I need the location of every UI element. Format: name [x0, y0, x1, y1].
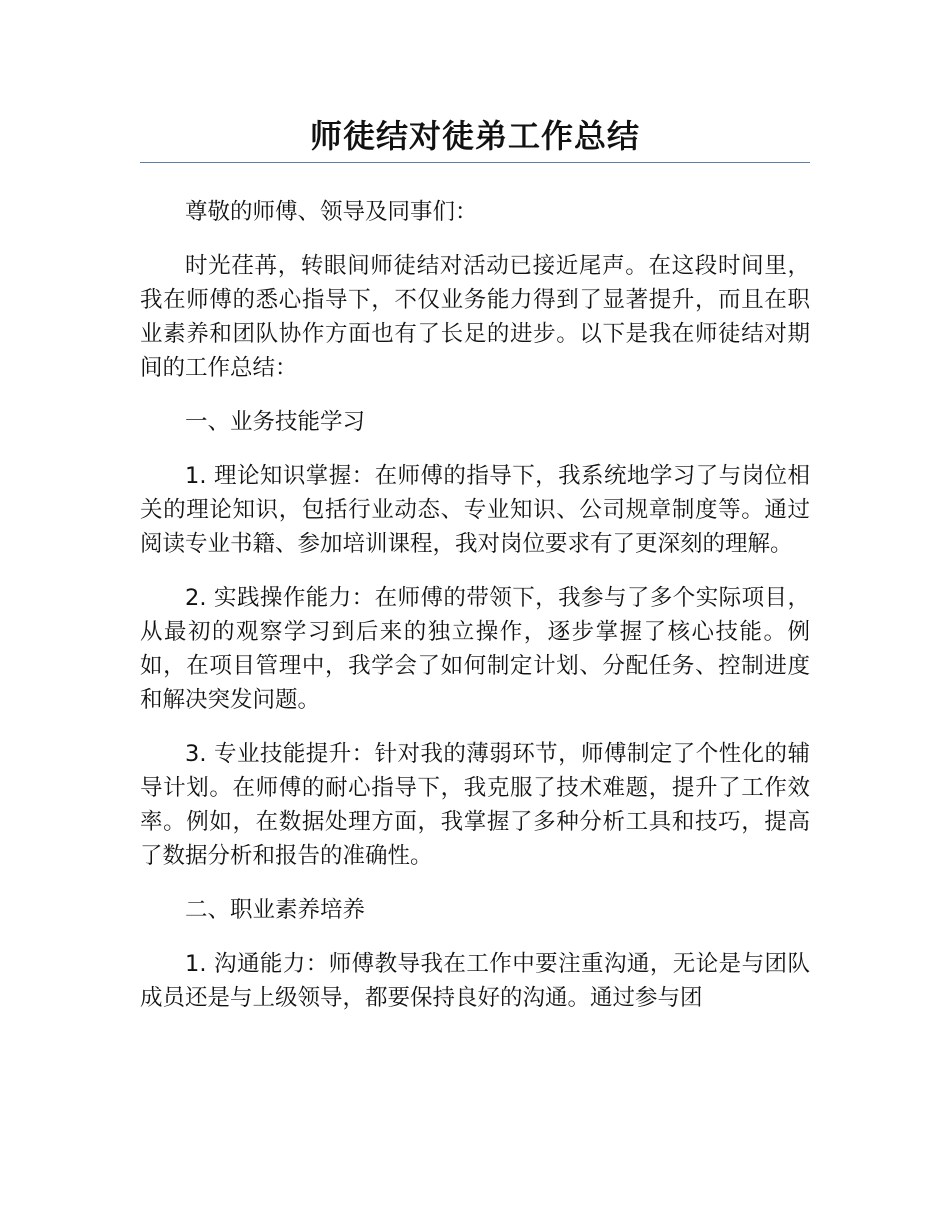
paragraph-communication: 1. 沟通能力：师傅教导我在工作中要注重沟通，无论是与团队成员还是与上级领导，都要保持良好的沟通。通过参与团	[140, 951, 810, 1011]
title-divider	[140, 162, 810, 163]
document-title: 师徒结对徒弟工作总结	[309, 117, 640, 155]
document-body	[140, 195, 810, 1035]
section-heading-business-skills: 一、业务技能学习	[185, 409, 366, 435]
intro-paragraph: 时光荏苒，转眼间师徒结对活动已接近尾声。在这段时间里，我在师傅的悉心指导下，不仅业务能力得到了显著提升，而且在职业素养和团队协作方面也有了长足的进步。以下是我在师徒结对期间的工作总结：	[140, 253, 810, 381]
paragraph-theory-knowledge: 1. 理论知识掌握：在师傅的指导下，我系统地学习了与岗位相关的理论知识，包括行业动态、专业知识、公司规章制度等。通过阅读专业书籍、参加培训课程，我对岗位要求有了更深刻的理解。	[140, 463, 810, 557]
paragraph-skill-improvement: 3. 专业技能提升：针对我的薄弱环节，师傅制定了个性化的辅导计划。在师傅的耐心指导下，我克服了技术难题，提升了工作效率。例如，在数据处理方面，我掌握了多种分析工具和技巧，提高了数据分析和报告的准确性。	[140, 741, 810, 869]
section-heading-professional-quality: 二、职业素养培养	[185, 897, 366, 923]
paragraph-practical-ability: 2. 实践操作能力：在师傅的带领下，我参与了多个实际项目，从最初的观察学习到后来的独立操作，逐步掌握了核心技能。例如，在项目管理中，我学会了如何制定计划、分配任务、控制进度和解决突发问题。	[140, 585, 810, 713]
salutation: 尊敬的师傅、领导及同事们：	[185, 199, 478, 225]
